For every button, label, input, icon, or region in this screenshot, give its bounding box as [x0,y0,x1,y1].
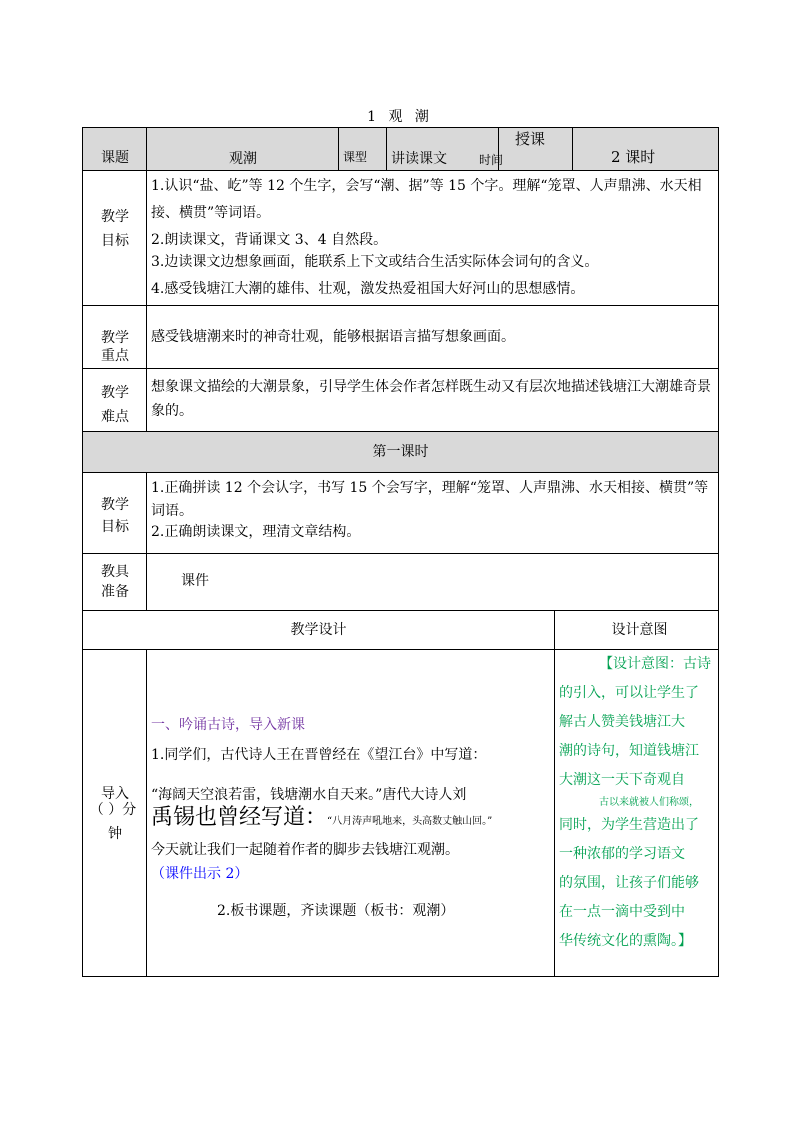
goals-label-2: 目标 [101,233,129,249]
goal-item: 1.认识“盐、屹”等 12 个生字，会写“潮、据”等 15 个字。理解“笼罩、人声鼎沸、水天相接、横贯”等词语。 [151,178,702,221]
subject-value: 观潮 [229,151,257,167]
intro-row [83,650,719,977]
type-value: 讲读课文 [391,151,447,167]
intent-column-header: 设计意图 [611,622,668,638]
intent-line: 在一点一滴中受到中 [559,904,685,920]
tools-value: 课件 [181,573,209,589]
intro-paragraph: 今天就让我们一起随着作者的脚步去钱塘江观潮。 [151,842,459,858]
lesson-goals-row [83,473,719,554]
tools-row [83,554,719,611]
first-lesson-heading-row [83,432,719,473]
slide-note: （课件出示 2） [151,866,249,882]
intro-paragraph: “海阔天空浪若雷，钱塘潮水自天来。”唐代大诗人刘 [151,787,467,803]
lesson-plan-table [82,127,719,977]
first-lesson-heading: 第一课时 [372,444,429,460]
diff-label-1: 教学 [101,385,129,401]
time-label-top: 授课 [515,130,546,148]
intent-line: 华传统文化的熏陶。】 [559,933,692,949]
key-points-text: 感受钱塘潮来时的神奇壮观，能够根据语言描写想象画面。 [151,329,515,345]
goal-item: 4.感受钱塘江大潮的雄伟、壮观，激发热爱祖国大好河山的思想感情。 [151,281,585,297]
lesson-goal-item: 2.正确朗读课文，理清文章结构。 [151,524,361,540]
intro-label-1: 导入 [101,786,129,802]
header-row [83,128,719,171]
intent-line: 古以来就被人们称颂， [599,797,699,808]
difficulties-row [83,369,719,432]
tools-label-2: 准备 [101,584,129,600]
intent-line: 的氛围，让孩子们能够 [559,875,699,891]
intent-line: 解古人赞美钱塘江大 [559,714,685,730]
tools-label-1: 教具 [101,564,129,580]
goal-item: 2.朗读课文，背诵课文 3、4 自然段。 [151,232,388,248]
time-value: 2 课时 [611,148,656,166]
design-column-header: 教学设计 [290,622,347,638]
intent-line: 潮的诗句，知道钱塘江 [559,743,699,759]
time-label-bottom: 时间 [479,153,504,167]
intent-line: 【设计意图：古诗 [599,656,711,672]
design-intent [555,650,718,976]
lesson-goals-label-2: 目标 [101,519,129,535]
diff-label-2: 难点 [101,409,129,425]
subject-label: 课题 [101,150,129,166]
intro-paragraph: 2.板书课题，齐读课题（板书：观潮） [217,903,455,919]
goal-item: 3.边读课文边想象画面，能联系上下文或结合生活实际体会词句的含义。 [151,254,599,270]
intro-paragraph-large: 禹锡也曾经写道： [151,805,328,830]
difficulties-text: 想象课文描绘的大潮景象，引导学生体会作者怎样既生动又有层次地描述钱塘江大潮雄奇景象的。 [151,379,711,419]
intro-paragraph: 1.同学们，古代诗人王在晋曾经在《望江台》中写道： [151,747,487,763]
key-label-1: 教学 [101,330,129,346]
intro-label-3: 钟 [108,826,122,842]
lesson-goals-label-1: 教学 [101,497,129,513]
goals-label-1: 教学 [101,209,129,225]
intent-line: 的引入，可以让学生了 [559,685,699,701]
page-title: 1 观 潮 [367,109,433,125]
key-points-row [83,306,719,369]
lesson-goal-item: 1.正确拼读 12 个会认字，书写 15 个会写字，理解“笼罩、人声鼎沸、水天相接、横贯”等词语。 [151,480,709,519]
key-label-2: 重点 [101,348,129,364]
intent-line: 大潮这一天下奇观自 [559,772,685,788]
goals-row [83,171,719,306]
intent-line: 同时，为学生营造出了 [559,817,699,833]
intro-label-2: （ ）分 [89,802,137,818]
intent-line: 一种浓郁的学习语文 [559,846,685,862]
poem-quote: “八月涛声吼地来，头高数丈触山回。” [327,816,493,827]
design-header-row [83,611,719,650]
type-label: 课型 [343,150,368,164]
section-title: 一、吟诵古诗，导入新课 [151,717,305,733]
